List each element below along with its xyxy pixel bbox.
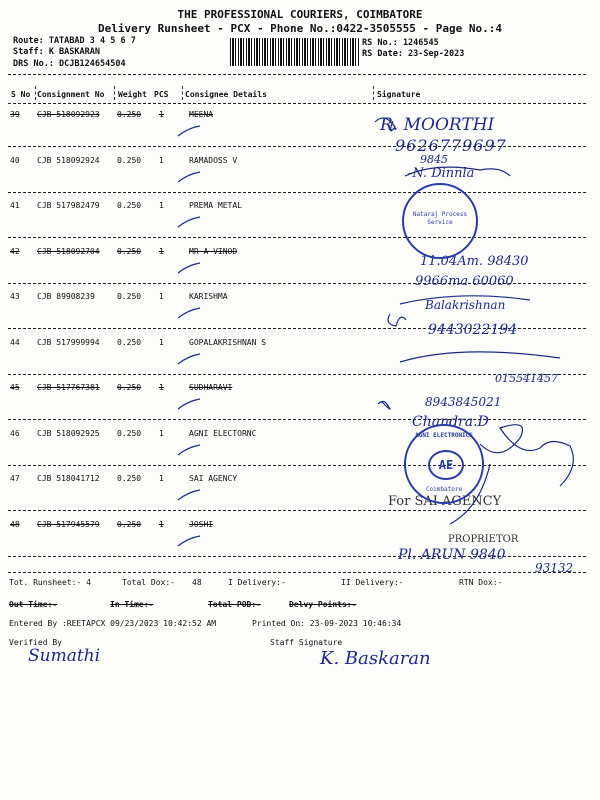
handwritten-note: 9966ma 60060 bbox=[415, 274, 514, 289]
agni-logo: AE bbox=[428, 450, 464, 480]
handwritten-note: 11.04Am. 98430 bbox=[420, 254, 529, 269]
consignee-cell: GOPALAKRISHNAN S bbox=[189, 337, 267, 347]
pcs-cell: 1 bbox=[159, 519, 164, 529]
col-consignee: Consignee Details bbox=[185, 90, 267, 99]
printed-on: Printed On: 23-09-2023 10:46:34 bbox=[252, 619, 402, 628]
consignment-cell: CJB 518092924 bbox=[37, 155, 100, 165]
drs-number: DRS No.: DCJB124654504 bbox=[13, 59, 126, 69]
handwritten-name: Chandra.D bbox=[412, 414, 489, 430]
pcs-cell: 1 bbox=[159, 110, 164, 119]
pcs-cell: 1 bbox=[159, 474, 164, 483]
consignee-cell: PREMA METAL bbox=[189, 201, 242, 210]
sno-cell: 42 bbox=[10, 246, 20, 256]
consignment-cell: CJB 517945579 bbox=[37, 519, 100, 529]
check-mark-icon bbox=[176, 352, 206, 368]
col-consignment: Consignment No bbox=[37, 90, 105, 99]
handwritten-name: Balakrishnan bbox=[425, 298, 506, 312]
check-mark-icon bbox=[176, 124, 206, 140]
weight-cell: 0.250 bbox=[117, 155, 142, 165]
consignment-cell: CJB 517999994 bbox=[37, 337, 100, 347]
company-title: THE PROFESSIONAL COURIERS, COIMBATORE bbox=[177, 8, 423, 21]
pcs-cell: 1 bbox=[159, 155, 164, 165]
sno-cell: 43 bbox=[10, 292, 20, 301]
consignee-cell: MR A VINOD bbox=[189, 246, 238, 256]
delvy-points: Delvy Points:- bbox=[289, 600, 357, 609]
rs-date: RS Date: 23-Sep-2023 bbox=[362, 49, 465, 59]
stamp-text: Coimbatore bbox=[425, 486, 463, 493]
verified-by: Verified By bbox=[9, 638, 62, 647]
i-delivery: I Delivery:- bbox=[228, 578, 286, 587]
handwritten-phone: 9626779697 bbox=[395, 136, 507, 155]
pcs-cell: 1 bbox=[159, 428, 164, 438]
handwritten-phone: 015541457 bbox=[495, 372, 558, 385]
weight-cell: 0.250 bbox=[117, 474, 142, 483]
pcs-cell: 1 bbox=[159, 292, 164, 301]
consignment-cell: CJB 518092923 bbox=[37, 110, 100, 119]
weight-cell: 0.250 bbox=[117, 337, 142, 347]
sno-cell: 41 bbox=[10, 201, 20, 210]
weight-cell: 0.250 bbox=[117, 246, 142, 256]
check-mark-icon bbox=[176, 170, 206, 186]
weight-cell: 0.250 bbox=[117, 201, 142, 210]
route-label: Route: TATABAD 3 4 5 6 7 bbox=[13, 36, 136, 46]
consignee-cell: AGNI ELECTORNC bbox=[189, 428, 257, 438]
col-sep bbox=[35, 86, 36, 100]
pcs-cell: 1 bbox=[159, 201, 164, 210]
sno-cell: 48 bbox=[10, 519, 20, 529]
check-mark-icon bbox=[176, 215, 206, 231]
col-sep bbox=[373, 86, 374, 100]
check-mark-icon bbox=[176, 306, 206, 322]
sno-cell: 39 bbox=[10, 110, 20, 119]
handwritten-name: -N. Dinnla bbox=[408, 166, 475, 181]
total-dox-value: 48 bbox=[192, 578, 202, 587]
consignment-cell: CJB 518092925 bbox=[37, 428, 100, 438]
out-time: Out Time:- bbox=[9, 600, 58, 609]
col-sep bbox=[114, 86, 115, 100]
check-mark-icon bbox=[176, 488, 206, 504]
entered-by: Entered By :REETAPCX 09/23/2023 10:42:52 AM bbox=[9, 619, 217, 628]
col-signature: Signature bbox=[377, 90, 421, 99]
handwritten-name: R. MOORTHI bbox=[380, 115, 495, 135]
stamp-text: AGNI ELECTRONICS bbox=[415, 432, 473, 439]
col-pcs: PCS bbox=[154, 90, 169, 99]
staff-signature-label: Staff Signature bbox=[270, 638, 343, 647]
handwritten-phone: 8943845021 bbox=[425, 395, 502, 409]
weight-cell: 0.250 bbox=[117, 110, 142, 119]
check-mark-icon bbox=[176, 397, 206, 413]
tot-runsheet: Tot. Runsheet:- 4 bbox=[9, 578, 91, 587]
barcode bbox=[230, 38, 360, 66]
consignee-cell: JOSHI bbox=[189, 519, 214, 529]
pcs-cell: 1 bbox=[159, 337, 164, 347]
stamp-text: Nataraj Process Service bbox=[412, 211, 468, 226]
proprietor-stamp: PROPRIETOR bbox=[448, 534, 519, 545]
rs-number: RS No.: 1246545 bbox=[362, 38, 439, 48]
handwritten-phone: Pl. ARUN 9840 bbox=[398, 547, 506, 563]
runsheet-subtitle: Delivery Runsheet - PCX - Phone No.:0422-3505555 - Page No.:4 bbox=[98, 22, 502, 35]
sno-cell: 46 bbox=[10, 428, 20, 438]
consignment-cell: CJB 518041712 bbox=[37, 474, 100, 483]
sno-cell: 47 bbox=[10, 474, 20, 483]
consignment-cell: CJB 89908239 bbox=[37, 292, 95, 301]
total-dox: Total Dox:- bbox=[122, 578, 175, 587]
col-weight: Weight bbox=[118, 90, 147, 99]
rtn-dox: RTN Dox:- bbox=[459, 578, 503, 587]
signature-scribbles bbox=[370, 104, 590, 574]
check-mark-icon bbox=[176, 534, 206, 550]
ii-delivery: II Delivery:- bbox=[341, 578, 404, 587]
staff-label: Staff: K BASKARAN bbox=[13, 47, 100, 57]
total-pod: Total POD:- bbox=[208, 600, 261, 609]
check-mark-icon bbox=[176, 261, 206, 277]
divider bbox=[8, 572, 586, 573]
sno-cell: 40 bbox=[10, 155, 20, 165]
verified-signature: Sumathi bbox=[28, 646, 101, 666]
sno-cell: 44 bbox=[10, 337, 20, 347]
weight-cell: 0.250 bbox=[117, 383, 142, 392]
consignee-cell: SAI AGENCY bbox=[189, 474, 238, 483]
weight-cell: 0.250 bbox=[117, 428, 142, 438]
company-stamp-text: For SAI AGENCY bbox=[388, 494, 502, 509]
handwritten-phone: 93132 bbox=[535, 561, 574, 575]
col-sep bbox=[182, 86, 183, 100]
consignment-cell: CJB 518092704 bbox=[37, 246, 100, 256]
divider bbox=[8, 74, 586, 75]
weight-cell: 0.250 bbox=[117, 519, 142, 529]
consignment-cell: CJB 517982479 bbox=[37, 201, 100, 210]
col-sno: S No bbox=[11, 90, 31, 99]
in-time: In Time:- bbox=[110, 600, 154, 609]
pcs-cell: 1 bbox=[159, 246, 164, 256]
sno-cell: 45 bbox=[10, 383, 20, 392]
consignment-cell: CJB 517767381 bbox=[37, 383, 100, 392]
weight-cell: 0.250 bbox=[117, 292, 142, 301]
staff-signature: K. Baskaran bbox=[320, 648, 431, 669]
check-mark-icon bbox=[176, 443, 206, 459]
handwritten-note: 9845 bbox=[420, 153, 448, 166]
consignee-cell: MEENA bbox=[189, 110, 214, 119]
consignee-cell: RAMADOSS V bbox=[189, 155, 238, 165]
consignee-cell: SUDHARAVI bbox=[189, 383, 233, 392]
consignee-cell: KARISHMA bbox=[189, 292, 228, 301]
pcs-cell: 1 bbox=[159, 383, 164, 392]
handwritten-phone: 9443022194 bbox=[428, 322, 518, 338]
